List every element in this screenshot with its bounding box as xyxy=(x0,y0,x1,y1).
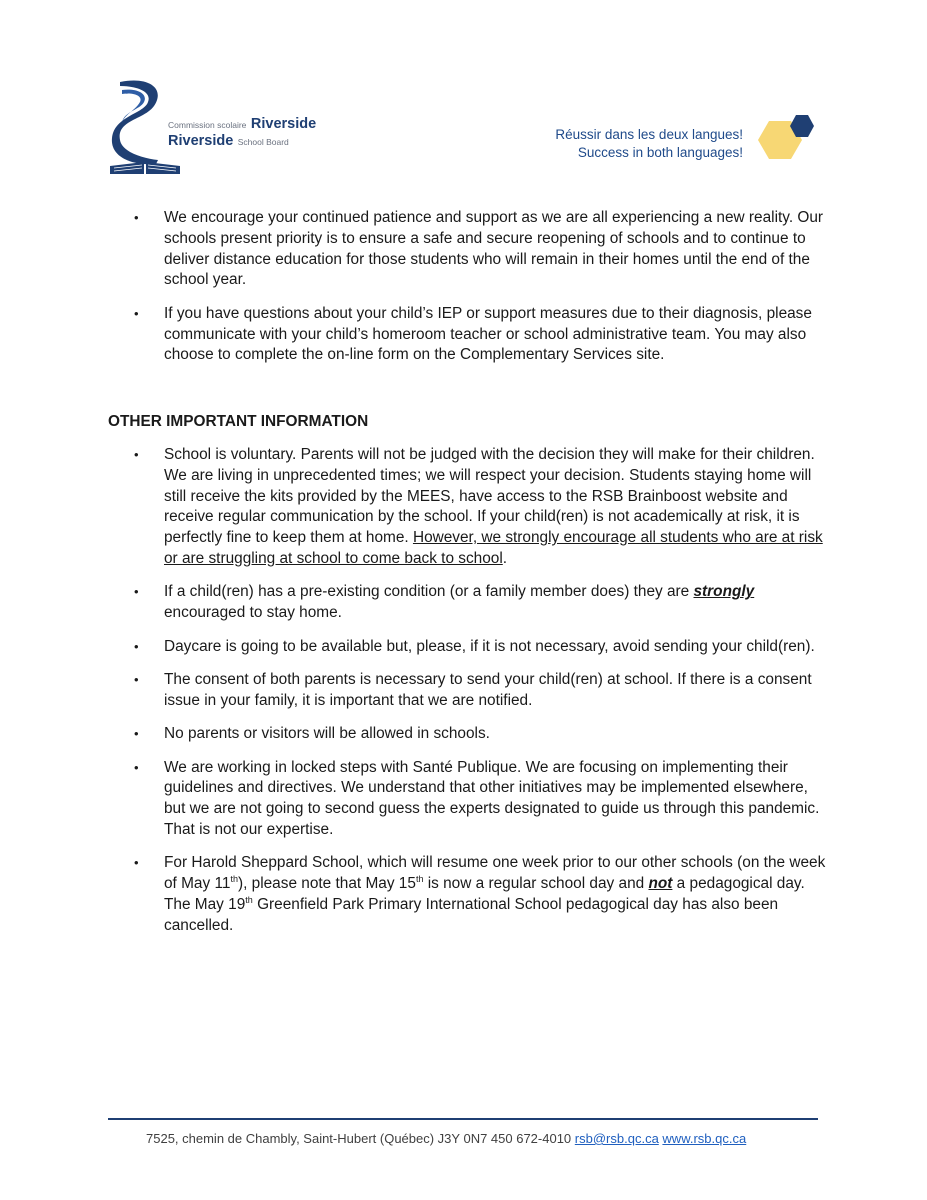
tagline-en: Success in both languages! xyxy=(577,145,743,160)
list-item: • The consent of both parents is necessary to send your child(ren) at school. If there is a consent issue in your family, it is important that we are notified. xyxy=(108,670,828,712)
superscript: th xyxy=(415,873,424,884)
item-text: . xyxy=(502,549,508,567)
list-item: • We encourage your continued patience and support as we are all experiencing a new reality. Our schools present priority is to ensure a safe and secure reopening of schools and to continue to deliver distance education for those students who will remain in their homes until the end of the school year. xyxy=(108,208,828,291)
item-text: If a child(ren) has a pre-existing condition (or a family member does) they are xyxy=(164,583,694,601)
footer-divider xyxy=(108,1118,818,1120)
list-item xyxy=(108,445,828,570)
item-text: ), please note that May 15 xyxy=(237,875,416,893)
superscript: th xyxy=(245,894,253,905)
item-text: encouraged to stay home. xyxy=(164,604,342,622)
tagline-fr: Réussir dans les deux langues! xyxy=(555,127,743,142)
tagline xyxy=(555,126,743,162)
logo-name-fr: Riverside xyxy=(250,116,317,132)
logo-name-en: Riverside xyxy=(168,133,234,149)
list-item xyxy=(108,853,828,936)
logo-small-text-fr: Commission scolaire xyxy=(168,120,247,130)
footer-address: 7525, chemin de Chambly, Saint-Hubert (Québec) J3Y 0N7 450 672-4010 xyxy=(146,1131,572,1146)
hexagon-logo-icon xyxy=(752,110,820,170)
section-heading: OTHER IMPORTANT INFORMATION xyxy=(108,413,369,430)
underlined-text: However, we strongly encourage all students who are at risk or are struggling at school to come back to school xyxy=(164,529,823,567)
item-text: a pedagogical day. The May 19 xyxy=(164,875,805,913)
list-item: • We are working in locked steps with Santé Publique. We are focusing on implementing their guidelines and directives. We understand that other initiatives may be implemented elsewhere, but we are not going to second guess the experts designated to guide us through this pandemic. That is not our expertise. xyxy=(108,758,828,841)
logo-small-text-en: School Board xyxy=(237,137,289,147)
intro-bullet-list xyxy=(108,208,828,379)
item-text: Greenfield Park Primary International School pedagogical day has also been cancelled. xyxy=(164,895,779,934)
list-item: • Daycare is going to be available but, please, if it is not necessary, avoid sending your child(ren). xyxy=(108,637,828,658)
list-item: • No parents or visitors will be allowed in schools. xyxy=(108,724,828,745)
item-text: For Harold Sheppard School, which will resume one week prior to our other schools (on the week of May 11 xyxy=(164,854,826,893)
school-board-logo xyxy=(108,76,328,176)
footer xyxy=(146,1130,746,1148)
superscript: th xyxy=(230,873,238,884)
email-link[interactable]: rsb@rsb.qc.ca xyxy=(574,1131,659,1146)
list-item: • If you have questions about your child’s IEP or support measures due to their diagnosis, please communicate with your child’s homeroom teacher or school administrative team. You may also choose to complete the on-line form on the Complementary Services site. xyxy=(108,304,828,366)
emphasized-text: strongly xyxy=(693,583,755,601)
item-text: is now a regular school day and xyxy=(423,875,649,893)
website-link[interactable]: www.rsb.qc.ca xyxy=(662,1131,747,1146)
list-item xyxy=(108,582,828,624)
emphasized-text: not xyxy=(648,875,673,893)
info-bullet-list xyxy=(108,445,828,949)
item-text: School is voluntary. Parents will not be judged with the decision they will make for their children. We are living in unprecedented times; we will respect your decision. Students staying home will still receive the kits provided by the MEES, have access to the RSB Brainboost website and receive regular communication by the school. If your child(ren) is not academically at risk, it is perfectly fine to keep them at home. xyxy=(164,446,815,547)
